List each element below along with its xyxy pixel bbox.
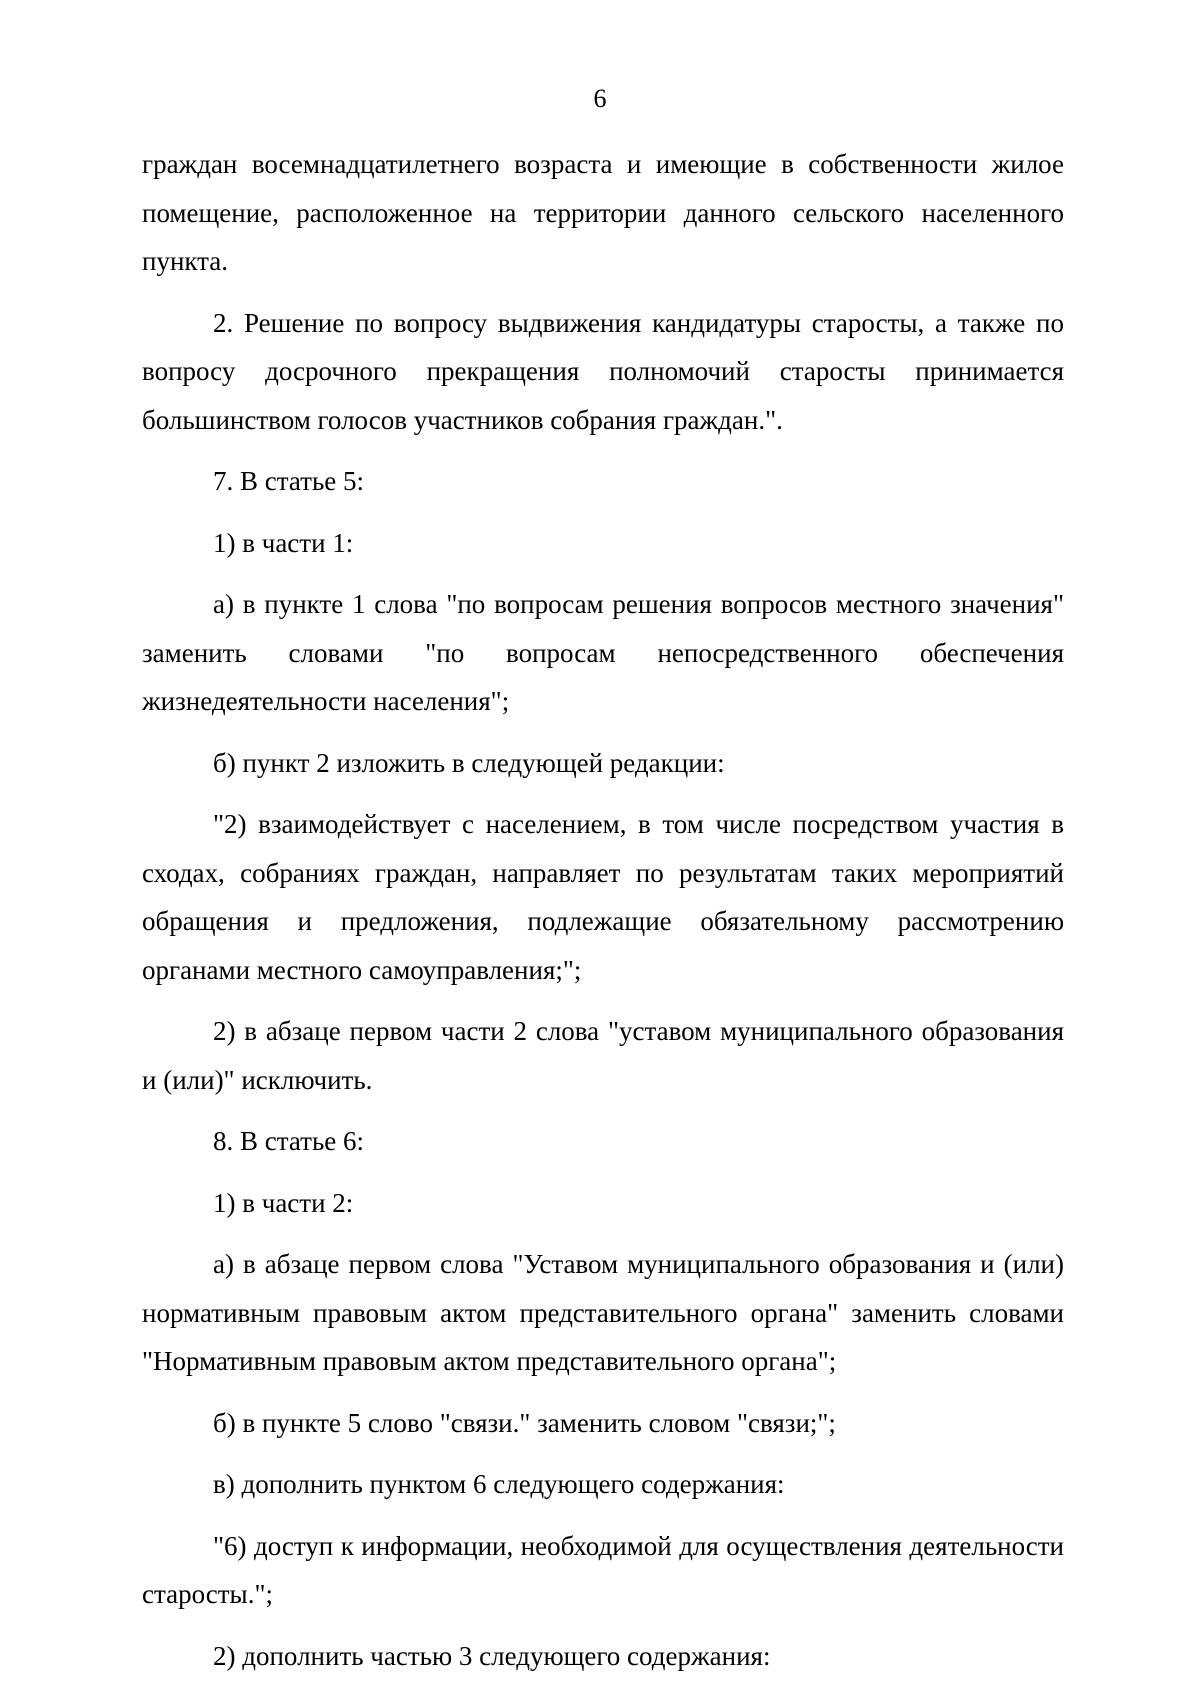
paragraph-decision-clause: 2. Решение по вопросу выдвижения кандидатуры старосты, а также по вопросу досрочного прекращения полномочий старосты принимается большинством голосов участников собрания граждан.". — [142, 307, 1064, 435]
paragraph-article-5-part-1: 1) в части 1: — [213, 527, 354, 558]
paragraph-article-6-part-3: 2) дополнить частью 3 следующего содержания: — [213, 1640, 771, 1671]
paragraph-article-6-heading: 8. В статье 6: — [213, 1126, 365, 1156]
paragraph-article-5-part-2: 2) в абзаце первом части 2 слова "уставом муниципального образования и (или)" исключить. — [142, 1016, 1064, 1095]
paragraph-continuation: граждан восемнадцатилетнего возраста и имеющие в собственности жилое помещение, расположенное на территории данного сельского населенного пункта. — [142, 149, 1064, 276]
paragraph-article-5-item-a: а) в пункте 1 слова "по вопросам решения вопросов местного значения" заменить словами "по вопросам непосредственного обеспечения жизнедеятельности населения"; — [142, 589, 1064, 716]
paragraph-article-6-quoted-item-6: "6) доступ к информации, необходимой для осуществления деятельности старосты."; — [142, 1530, 1064, 1609]
paragraph-article-5-quoted-item-2: "2) взаимодействует с населением, в том числе посредством участия в сходах, собраниях граждан, направляет по результатам таких мероприятий обращения и предложения, подлежащие обязательному рассмотрению органами местного самоуправления;"; — [142, 809, 1064, 985]
paragraph-article-6-part-2: 1) в части 2: — [213, 1187, 354, 1218]
paragraph-article-6-item-v: в) дополнить пунктом 6 следующего содержания: — [213, 1469, 785, 1499]
paragraph-article-5-item-b: б) пункт 2 изложить в следующей редакции: — [213, 747, 725, 778]
page-number: 6 — [593, 84, 607, 113]
paragraph-article-6-item-b: б) в пункте 5 слово "связи." заменить словом "связи;"; — [213, 1407, 836, 1438]
paragraph-article-5-heading: 7. В статье 5: — [213, 466, 365, 496]
document-body — [142, 140, 1064, 1693]
paragraph-article-6-item-a: а) в абзаце первом слова "Уставом муниципального образования и (или) нормативным правовым актом представительного органа" заменить словами "Нормативным правовым актом представительного органа"; — [142, 1249, 1064, 1376]
